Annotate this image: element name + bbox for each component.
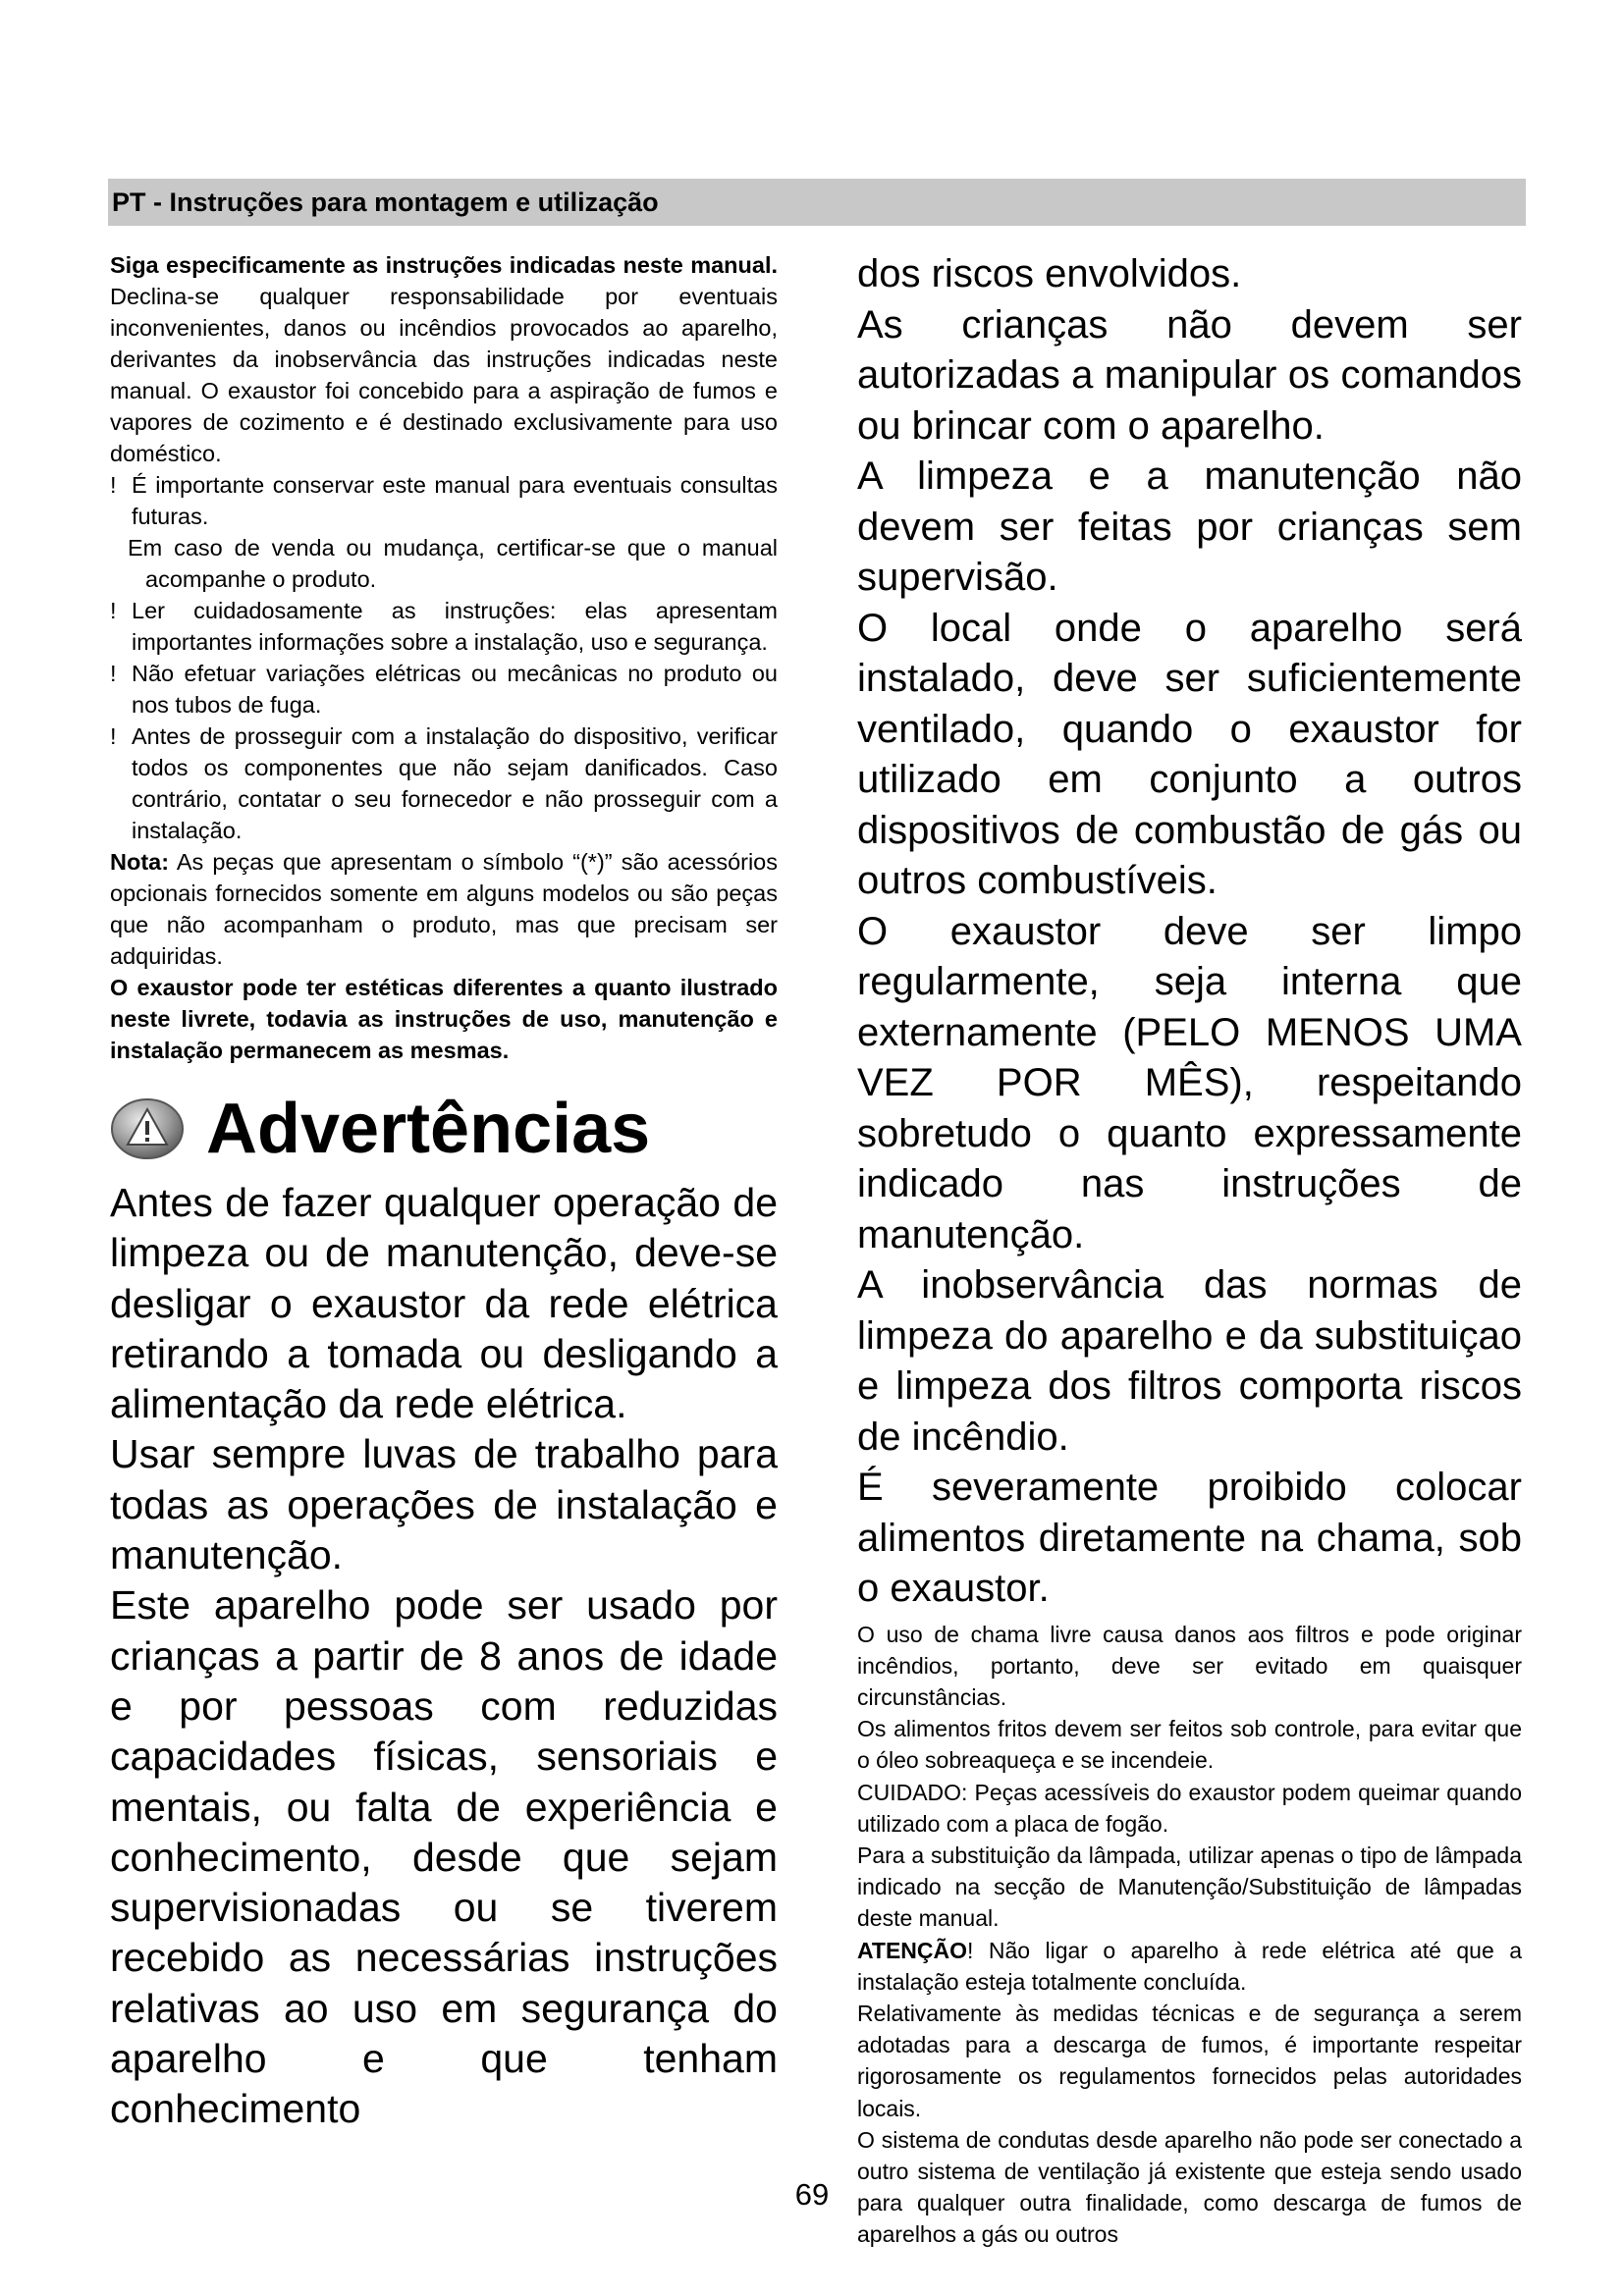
small-paragraph-4: Para a substituição da lâmpada, utilizar apenas o tipo de lâmpada indicado na secção de Manutenção/Substituição de lâmpadas deste manual. [857, 1842, 1522, 1932]
small-paragraph-5 [857, 1935, 1522, 1998]
exclamation-mark: ! [110, 598, 117, 623]
exclamation-mark: ! [110, 661, 117, 686]
right-paragraph-4: O local onde o aparelho será instalado, deve ser suficientemente ventilado, quando o exaustor for utilizado em conjunto a outros dispositivos de combustão de gás ou outros combustíveis. [857, 606, 1522, 902]
page-number: 69 [794, 2177, 830, 2212]
right-paragraph-6: A inobservância das normas de limpeza do aparelho e da substituiçao e limpeza dos filtros comporta riscos de incêndio. [857, 1263, 1522, 1459]
warning-bullet-1 [110, 469, 778, 532]
right-paragraph-3: A limpeza e a manutenção não devem ser feitas por crianças sem supervisão. [857, 454, 1522, 599]
advertencia-paragraph-1: Antes de fazer qualquer operação de limpeza ou de manutenção, deve-se desligar o exaustor da rede elétrica retirando a tomada ou desligando a alimentação da rede elétrica. [110, 1180, 778, 1427]
section-header-bar [108, 179, 1526, 226]
small-paragraph-6: Relativamente às medidas técnicas e de segurança a serem adotadas para a descarga de fumos, é importante respeitar rigorosamente os regulamentos fornecidos pelas autoridades locais. [857, 2000, 1522, 2121]
advertencia-paragraph-3: Este aparelho pode ser usado por crianças a partir de 8 anos de idade e por pessoas com reduzidas capacidades físicas, sensoriais e mentais, ou falta de experiência e conhecimento, desde que sejam supervisionadas ou se tiverem recebido as necessárias instruções relativas ao uso em segurança do aparelho e que tenham conhecimento [110, 1582, 778, 2132]
warning-triangle-icon [110, 1097, 185, 1160]
advertencia-paragraph-2: Usar sempre luvas de trabalho para todas as operações de instalação e manutenção. [110, 1431, 778, 1578]
bullet-2-text: Ler cuidadosamente as instruções: elas apresentam importantes informações sobre a instalação, uso e segurança. [132, 598, 778, 655]
nota-text: As peças que apresentam o símbolo “(*)” são acessórios opcionais fornecidos somente em alguns modelos ou são peças que não acompanham o produto, mas que precisam ser adquiridas. [110, 849, 778, 969]
advertencias-title: Advertências [206, 1090, 651, 1168]
right-paragraph-2: As crianças não devem ser autorizadas a manipular os comandos ou brincar com o aparelho. [857, 302, 1522, 448]
atencao-text: ! Não ligar o aparelho à rede elétrica até que a instalação esteja totalmente concluída. [857, 1937, 1522, 1995]
intro-paragraph [110, 249, 778, 469]
right-paragraph-1: dos riscos envolvidos. [857, 252, 1242, 295]
left-column [110, 249, 778, 2135]
section-header-title: PT - Instruções para montagem e utilização [112, 187, 659, 217]
nota-label: Nota: [110, 849, 170, 875]
atencao-label: ATENÇÃO [857, 1937, 968, 1963]
exclamation-mark: ! [110, 472, 117, 498]
small-paragraph-1: O uso de chama livre causa danos aos filtros e pode originar incêndios, portanto, deve ser evitado em quaisquer circunstâncias. [857, 1621, 1522, 1710]
warning-bullet-4 [110, 721, 778, 846]
small-paragraph-7: O sistema de condutas desde aparelho não pode ser conectado a outro sistema de ventilação já existente que esteja sendo usado para qualquer outra finalidade, como descarga de fumos de aparelhos a gás ou outros [857, 2126, 1522, 2248]
bullet-1-text: É importante conservar este manual para eventuais consultas futuras. [132, 472, 778, 529]
right-paragraph-7: É severamente proibido colocar alimentos diretamente na chama, sob o exaustor. [857, 1466, 1522, 1610]
warning-bullet-3 [110, 658, 778, 721]
advertencias-heading [110, 1090, 778, 1168]
esteticas-paragraph: O exaustor pode ter estéticas diferentes a quanto ilustrado neste livrete, todavia as instruções de uso, manutenção e instalação permanecem as mesmas. [110, 975, 778, 1063]
nota-paragraph [110, 846, 778, 972]
intro-text: Declina-se qualquer responsabilidade por eventuais inconvenientes, danos ou incêndios provocados ao aparelho, derivantes da inobservância das instruções indicadas neste manual. O exaustor foi concebido para a aspiração de fumos e vapores de cozimento e é destinado exclusivamente para uso doméstico. [110, 284, 778, 466]
small-paragraph-2: Os alimentos fritos devem ser feitos sob controle, para evitar que o óleo sobreaqueça e se incendeie. [857, 1716, 1522, 1774]
bullet-4-text: Antes de prosseguir com a instalação do dispositivo, verificar todos os componentes que não sejam danificados. Caso contrário, contatar o seu fornecedor e não prosseguir com a instalação. [132, 723, 778, 843]
bullet-1b-text: Em caso de venda ou mudança, certificar-se que o manual acompanhe o produto. [128, 535, 778, 592]
exclamation-mark: ! [110, 723, 117, 749]
intro-bold-text: Siga especificamente as instruções indicadas neste manual. [110, 252, 778, 278]
small-paragraph-3: CUIDADO: Peças acessíveis do exaustor podem queimar quando utilizado com a placa de fogão. [857, 1779, 1522, 1837]
bullet-3-text: Não efetuar variações elétricas ou mecânicas no produto ou nos tubos de fuga. [132, 661, 778, 718]
right-paragraph-5: O exaustor deve ser limpo regularmente, seja interna que externamente (PELO MENOS UMA VEZ POR MÊS), respeitando sobretudo o quanto expressamente indicado nas instruções de manutenção. [857, 909, 1522, 1256]
warning-bullet-2 [110, 595, 778, 658]
right-column [857, 249, 1522, 2251]
